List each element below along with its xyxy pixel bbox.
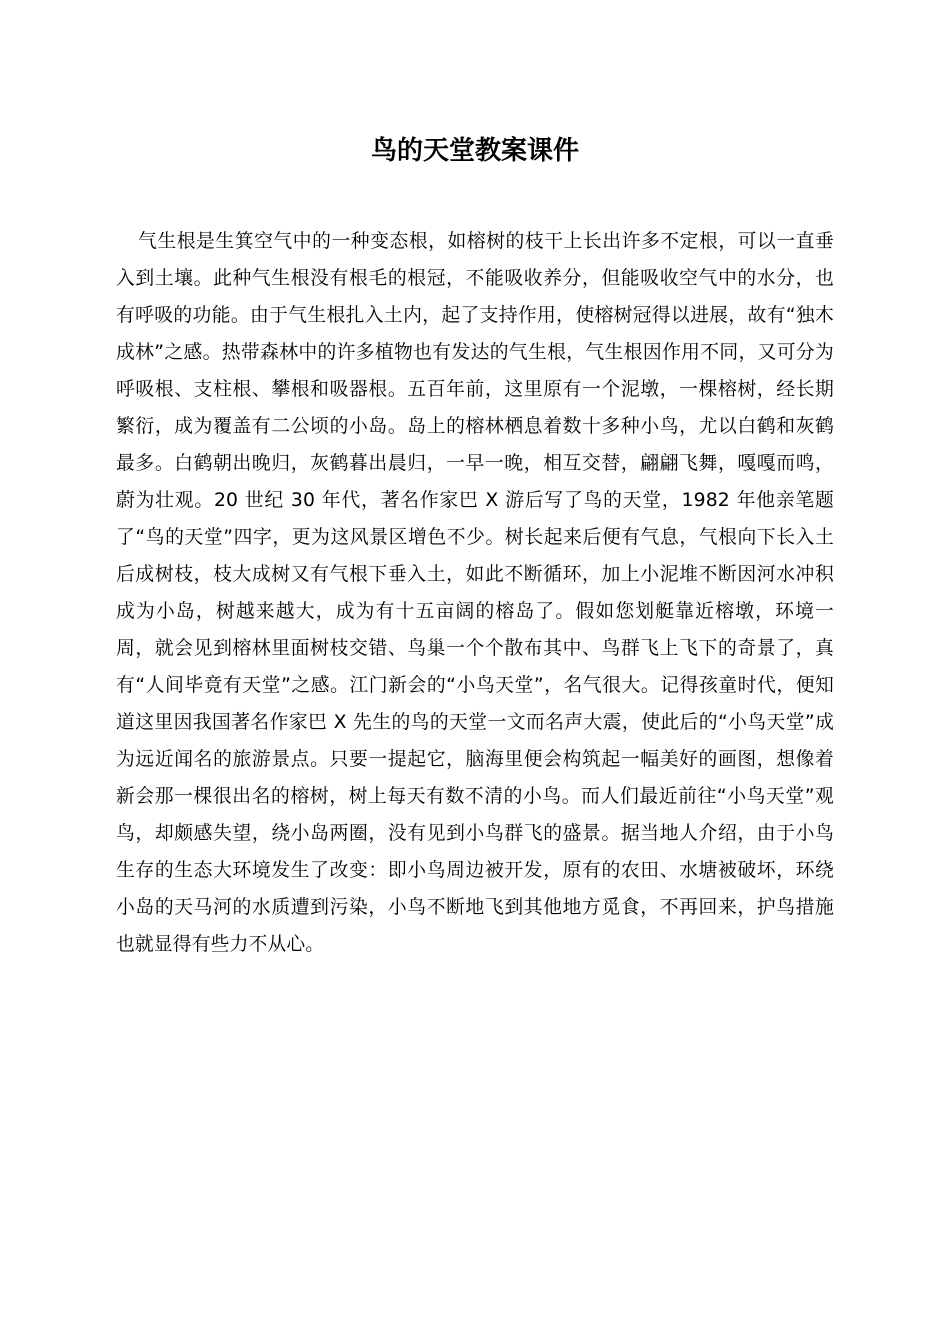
body-paragraph: 气生根是生箕空气中的一种变态根，如榕树的枝干上长出许多不定根，可以一直垂入到土壤。此种气生根没有根毛的根冠，不能吸收养分，但能吸收空气中的水分，也有呼吸的功能。由于气生根扎入土内，起了支持作用，使榕树冠得以进展，故有“独木成林”之感。热带森林中的许多植物也有发达的气生根，气生根因作用不同，又可分为呼吸根、支柱根、攀根和吸器根。五百年前，这里原有一个泥墩，一棵榕树，经长期繁衍，成为覆盖有二公顷的小岛。岛上的榕林栖息着数十多种小鸟，尤以白鹤和灰鹤最多。白鹤朝出晚归，灰鹤暮出晨归，一早一晚，相互交替，翩翩飞舞，嘎嘎而鸣，蔚为壮观。20 世纪 30 年代，著名作家巴 X 游后写了鸟的天堂，1982 年他亲笔题了“鸟的天堂”四字，更为这风景区增色不少。树长起来后便有气息，气根向下长入土后成树枝，枝大成树又有气根下垂入土，如此不断循环，加上小泥堆不断因河水冲积成为小岛，树越来越大，成为有十五亩阔的榕岛了。假如您划艇靠近榕墩，环境一周，就会见到榕林里面树枝交错、鸟巢一个个散布其中、鸟群飞上飞下的奇景了，真有“人间毕竟有天堂”之感。江门新会的“小鸟天堂”，名气很大。记得孩童时代，便知道这里因我国著名作家巴 X 先生的鸟的天堂一文而名声大震，使此后的“小鸟天堂”成为远近闻名的旅游景点。只要一提起它，脑海里便会构筑起一幅美好的画图，想像着新会那一棵很出名的榕树，树上每天有数不清的小鸟。而人们最近前往“小鸟天堂”观鸟，却颇感失望，绕小岛两圈，没有见到小鸟群飞的盛景。据当地人介绍，由于小鸟生存的生态大环境发生了改变：即小鸟周边被开发，原有的农田、水塘被破坏，环绕小岛的天马河的水质遭到污染，小鸟不断地飞到其他地方觅食，不再回来，护鸟措施也就显得有些力不从心。 [116, 231, 834, 955]
page-title: 鸟的天堂教案课件 [370, 136, 579, 166]
